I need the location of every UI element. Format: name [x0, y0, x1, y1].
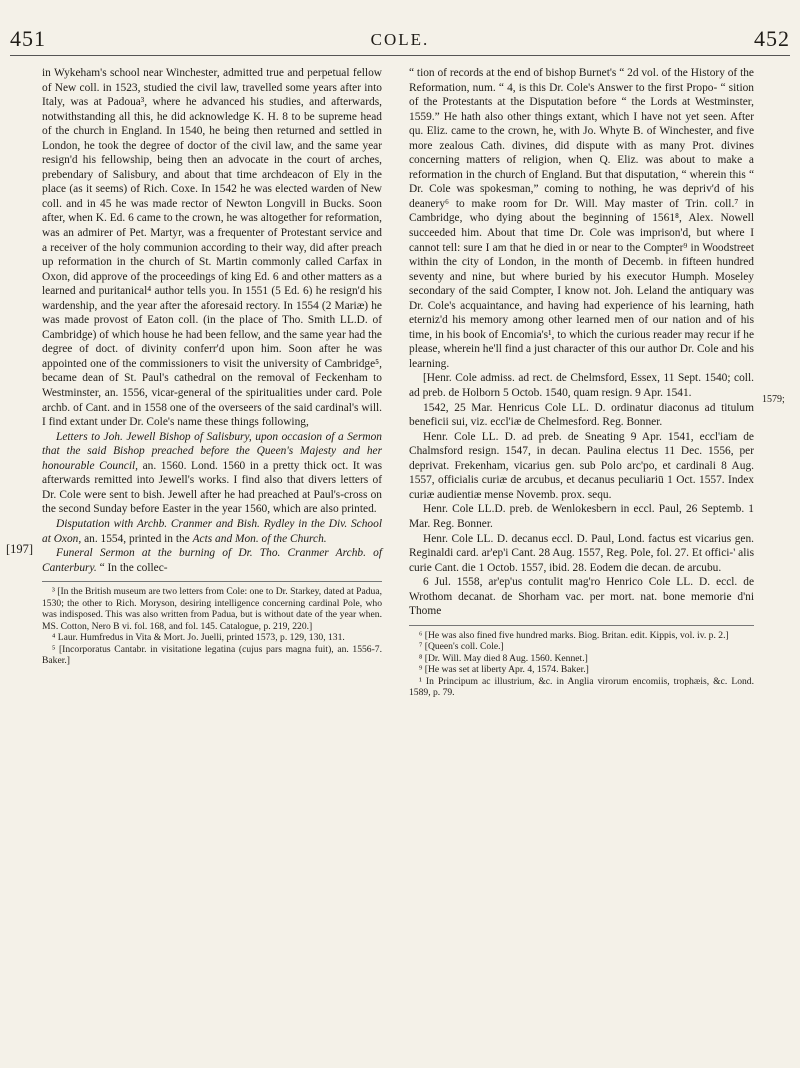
- page-number-left: 451: [10, 26, 46, 51]
- register-paragraph: Henr. Cole LL. D. decanus eccl. D. Paul, Lond. factus est vicarius gen. Reginaldi card. ar'ep'i Cant. 28 Aug. 1557, Reg. Pole, fol. 27. Et offici-' alis curie Cant. die 1 Octob. 1557, ibid. 28. Eodem die decan. de arcubu.: [409, 532, 754, 574]
- work-entry-disputation: [42, 517, 382, 546]
- footnote: ⁵ [Incorporatus Cantabr. in visitatione legatina (cujus pars magna fuit), an. 1556-7. Baker.]: [42, 643, 382, 667]
- footnote: ¹ In Principum ac illustrium, &c. in Anglia virorum encomiis, trophæis, &c. Lond. 1589, p. 79.: [409, 675, 754, 699]
- running-title: COLE.: [370, 30, 430, 49]
- footnote: ⁶ [He was also fined five hundred marks. Biog. Britan. edit. Kippis, vol. iv. p. 2.]: [419, 629, 729, 641]
- register-paragraph: Henr. Cole LL.D. preb. de Wenlokesbern in eccl. Paul, 26 Septemb. 1 Mar. Reg. Bonner.: [409, 503, 754, 530]
- work-description: an. 1554, printed in the: [81, 532, 193, 545]
- footnote: ³ [In the British museum are two letters from Cole: one to Dr. Starkey, dated at Padua, 1530; the other to Rich. Moryson, desiring intelligence concerning cardinal Pole, who was indisposed. This was also written from Padua, but is without date of the year when. MS. Cotton, Nero B vi. fol. 168, and fol. 145. Catalogue, p. 219, 220.]: [42, 586, 382, 632]
- footnotes-right: [409, 625, 754, 699]
- work-title: Letters to Joh. Jewell Bishop of Salisbury, upon occasion of a Sermon that the said Bishop preached before the Queen's Majesty and her honourable Council,: [42, 430, 382, 472]
- work-description: an. 1560. Lond. 1560 in a pretty thick oct. It was afterwards remitted into Jewell's works. I find also that divers letters of Dr. Cole were sent to bish. Jewell after he had preached at Paul's-cross on the second Sunday before Easter in the year 1560, which are also printed.: [42, 459, 383, 516]
- footnote: ⁴ Laur. Humfredus in Vita & Mort. Jo. Juelli, printed 1573, p. 129, 130, 131.: [52, 632, 345, 644]
- margin-page-marker: [197]: [6, 542, 34, 556]
- register-paragraph: Henr. Cole LL. D. ad preb. de Sneating 9 Apr. 1541, eccl'iam de Chalmsford resign. 1547, in decan. Paulina electus 11 Dec. 1556, per deprivat. Frekenham, vicarius gen. sub Polo arc'po, et cardinali 8 Aug. 1557, officialis curiæ de arcubus, et decanus peculiariū 1 Oct. 1557. Index curiæ audientiæ mense Novemb. prox. sequ.: [409, 430, 754, 501]
- page-number-right: 452: [754, 26, 790, 51]
- work-title: Funeral Sermon at the burning of Dr. Tho. Cranmer Archb. of Canterbury.: [42, 547, 382, 574]
- page-header: [0, 26, 800, 58]
- body-paragraph: “ tion of records at the end of bishop Burnet's “ 2d vol. of the History of the Reformation, num. “ 4, is this Dr. Cole's Answer to the first Propo- “ sition of the Protestants at the Disputation before “ the Lords at Westminster, 1559.” He hath also other things extant, which I have not yet seen. After qu. Eliz. came to the crown, he, with Jo. Whyte B. of Winchester, and five more zealous Cath. divines, did dispute with as many Prot. divines concerning matters of religion, when Q. Eliz. was about to make a reformation in the church of England. But that disputation, “ wherein this “ Dr. Cole was spokesman,” coming to nothing, he was depriv'd of his deanery⁶ to make room for Dr. Will. May master of Trin. coll.⁷ in Cambridge, who dying about the beginning of 1561⁸, Alex. Nowell succeeded him. About that time Dr. Cole was imprison'd, but where I cannot tell: sure I am that he died in or near to the Compter⁹ in Woodstreet within the city of London, in the month of Decemb. in fifteen hundred seventy and nine, but where buried by his executor Humph. Moseley secondary of the said Compter, I know not. Joh. Leland the antiquary was Dr. Cole's acquaintance, and having had experience of his learning, hath eterniz'd his memory among other learned men of our nation and of his time, in his book of Encomia's¹, to which the curious reader may recur if he please, wherein he'll find a just character of this our author Dr. Cole and his learning.: [409, 67, 754, 370]
- right-column: [409, 66, 754, 699]
- footnote: ⁷ [Queen's coll. Cole.]: [419, 641, 504, 653]
- margin-year-marker: 1579;: [762, 394, 785, 405]
- work-reference: Acts and Mon. of the Church.: [192, 532, 327, 545]
- work-entry-letters: [42, 430, 382, 517]
- register-paragraph: 1542, 25 Mar. Henricus Cole LL. D. ordinatur diaconus ad titulum beneficii sui, viz. eccl'iæ de Chelmesford. Reg. Bonner.: [409, 401, 754, 429]
- work-entry-sermon: [42, 546, 382, 575]
- body-paragraph: in Wykeham's school near Winchester, admitted true and perpetual fellow of New coll. in 1523, studied the civil law, travelled some years after into Italy, was at Padoua³, where he advanced his studies, and afterwards, notwithstanding all this, he did acknowledge K. H. 8 to be supreme head of the church in England. In 1540, he being then returned and settled in London, he took the degree of doctor of the civil law, and the same year resign'd his fellowship, being then an advocate in the court of arches, prebendary of Salisbury, and about that time archdeacon of Ely in the place (as it seems) of Rich. Coxe. In 1542 he was elected warden of New coll. and in 45 he was made rector of Newton Longvill in Bucks. Soon after, when K. Ed. 6 came to the crown, he was altogether for reformation, was an admirer of Pet. Martyr, was a frequenter of Protestant service and a receiver of the holy communion according to their way, did after preach up reformation in the church of St. Martin commonly called Carfax in Oxon, did approve of the proceedings of king Ed. 6 and other matters as a learned and puritanical⁴ author tells you. In 1551 (5 Ed. 6) he resign'd his wardenship, and the year after the aforesaid rectory. In 1554 (2 Mariæ) he was made provost of Eaton coll. (in the place of Tho. Smith LL.D. of Cambridge) of which house he had been fellow, and the same year had the degree of doct. of divinity conferr'd upon him. Soon after he was appointed one of the commissioners to visit the university of Cambridge⁵, became dean of St. Paul's cathedral on the removal of Feckenham to Westminster, an. 1556, vicar-general of the spiritualities under card. Pole archb. of Cant. and in 1558 one of the overseers of the said cardinal's will. I find extant under Dr. Cole's name these things following,: [42, 67, 382, 429]
- left-column: [42, 66, 382, 667]
- footnote: ⁸ [Dr. Will. May died 8 Aug. 1560. Kennet.]: [419, 652, 588, 664]
- footnotes-left: [42, 581, 382, 667]
- register-paragraph: [Henr. Cole admiss. ad rect. de Chelmsford, Essex, 11 Sept. 1540; coll. ad preb. de Holborn 5 Octob. 1540, quam resign. 9 Apr. 1541.: [409, 372, 754, 400]
- header-rule: [10, 55, 790, 56]
- work-description: “ In the collec-: [96, 561, 168, 574]
- footnote: ⁹ [He was set at liberty Apr. 4, 1574. Baker.]: [419, 664, 589, 676]
- register-paragraph: 6 Jul. 1558, ar'ep'us contulit mag'ro Henrico Cole LL. D. eccl. de Wrothom decanat. de Shorham vac. per mort. nat. bone memorie d'ni Thome: [409, 576, 754, 618]
- work-title: Disputation with Archb. Cranmer and Bish. Rydley in the Div. School at Oxon,: [42, 517, 382, 545]
